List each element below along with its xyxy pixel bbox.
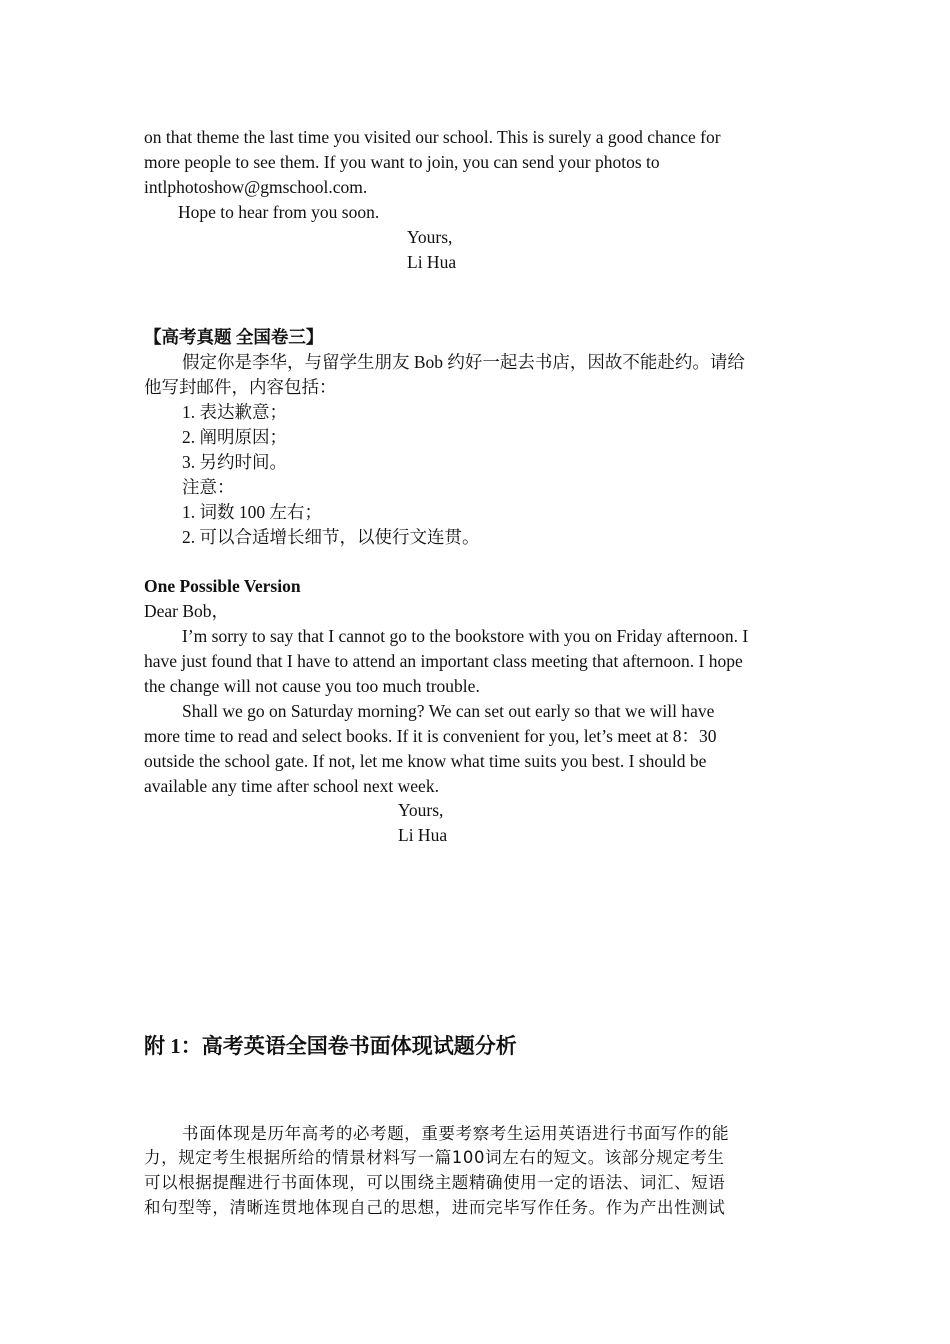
version-heading: One Possible Version: [144, 576, 301, 596]
letter1-closing-line: Hope to hear from you soon.: [178, 202, 380, 222]
task-note-1: 1. 词数 100 左右；: [182, 502, 322, 522]
task-item-3: 3. 另约时间。: [182, 452, 287, 472]
task-heading: 【高考真题 全国卷三】: [144, 327, 324, 347]
appendix-line-3: 可以根据提醒进行书面体现，可以围绕主题精确使用一定的语法、词汇、短语: [144, 1173, 726, 1192]
task-prompt-line-2: 他写封邮件，内容包括：: [144, 377, 337, 397]
letter1-signature: Li Hua: [407, 252, 457, 272]
task-prompt-line-1: 假定你是李华，与留学生朋友 Bob 约好一起去书店，因故不能赴约。请给: [182, 352, 745, 372]
task-item-2: 2. 阐明原因；: [182, 427, 287, 447]
version-para1-line-1: I’m sorry to say that I cannot go to the bookstore with you on Friday afternoon. I: [182, 626, 749, 646]
letter1-line-1: on that theme the last time you visited our school. This is surely a good chance for: [144, 127, 721, 147]
task-item-1: 1. 表达歉意；: [182, 402, 287, 422]
version-signoff: Yours,: [398, 800, 444, 820]
version-para2-line-1: Shall we go on Saturday morning? We can set out early so that we will have: [182, 701, 715, 721]
appendix-line-2: 力，规定考生根据所给的情景材料写一篇100词左右的短文。该部分规定考生: [144, 1148, 725, 1167]
letter1-line-3: intlphotoshow@gmschool.com.: [144, 177, 368, 197]
appendix-line-1: 书面体现是历年高考的必考题，重要考察考生运用英语进行书面写作的能: [182, 1124, 730, 1143]
task-note-2: 2. 可以合适增长细节，以使行文连贯。: [182, 527, 480, 547]
version-para2-line-3: outside the school gate. If not, let me know what time suits you best. I should be: [144, 751, 707, 771]
appendix-line-4: 和句型等，清晰连贯地体现自己的思想，进而完毕写作任务。作为产出性测试: [144, 1198, 726, 1217]
appendix-heading: 附 1：高考英语全国卷书面体现试题分析: [144, 1034, 517, 1058]
letter1-signoff: Yours,: [407, 227, 453, 247]
version-signature: Li Hua: [398, 825, 448, 845]
version-para2-line-4: available any time after school next week.: [144, 776, 439, 796]
version-greeting: Dear Bob，: [144, 601, 230, 621]
task-notes-label: 注意：: [182, 477, 235, 497]
version-para2-line-2: more time to read and select books. If it is convenient for you, let’s meet at 8：30: [144, 726, 717, 746]
version-para1-line-3: the change will not cause you too much trouble.: [144, 676, 480, 696]
letter1-line-2: more people to see them. If you want to join, you can send your photos to: [144, 152, 660, 172]
version-para1-line-2: have just found that I have to attend an important class meeting that afternoon. I hope: [144, 651, 743, 671]
